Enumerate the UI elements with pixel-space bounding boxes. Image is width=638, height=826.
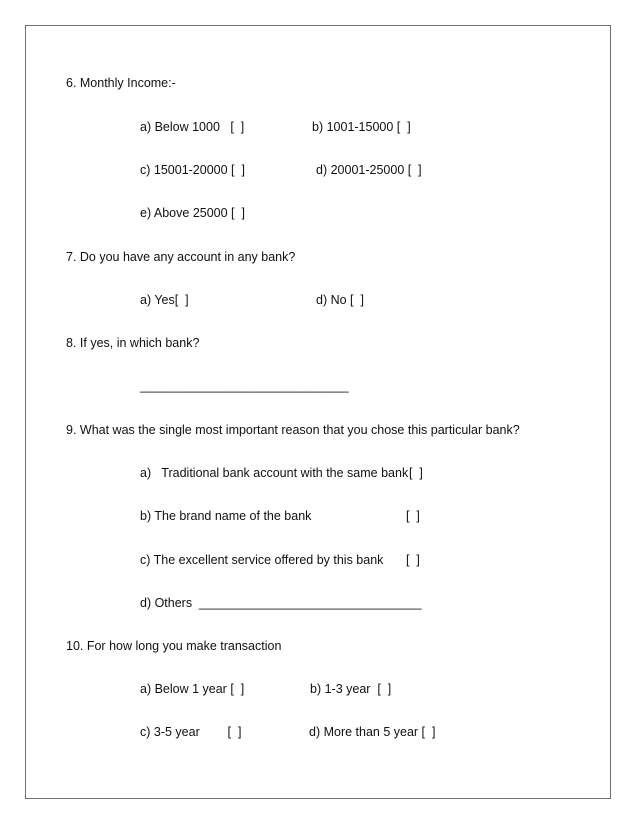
q9-option-b-box: [ ] — [406, 509, 420, 523]
q7-option-d: d) No [ ] — [316, 293, 364, 307]
q6-option-d: d) 20001-25000 [ ] — [316, 163, 422, 177]
q6-option-e: e) Above 25000 [ ] — [140, 206, 245, 220]
q8-answer-line: ______________________________ — [140, 379, 349, 393]
q6-option-b: b) 1001-15000 [ ] — [312, 120, 411, 134]
question-6: 6. Monthly Income:- — [66, 76, 176, 90]
q9-option-a-box: [ ] — [409, 466, 423, 480]
q9-option-d: d) Others — [140, 596, 196, 610]
q9-option-c-box: [ ] — [406, 553, 420, 567]
question-10: 10. For how long you make transaction — [66, 639, 282, 653]
q7-option-a: a) Yes[ ] — [140, 293, 189, 307]
q10-option-c: c) 3-5 year [ ] — [140, 725, 242, 739]
q9-option-c: c) The excellent service offered by this bank — [140, 553, 384, 567]
question-8: 8. If yes, in which bank? — [66, 336, 200, 350]
q9-option-d-line: ________________________________ — [199, 596, 422, 610]
q9-option-b: b) The brand name of the bank — [140, 509, 312, 523]
q10-option-a: a) Below 1 year [ ] — [140, 682, 245, 696]
q9-option-a: a) Traditional bank account with the same bank — [140, 466, 409, 480]
question-7: 7. Do you have any account in any bank? — [66, 250, 296, 264]
q6-option-a: a) Below 1000 [ ] — [140, 120, 245, 134]
q6-option-c: c) 15001-20000 [ ] — [140, 163, 245, 177]
document-page — [25, 25, 611, 799]
q10-option-b: b) 1-3 year [ ] — [310, 682, 392, 696]
question-9: 9. What was the single most important reason that you chose this particular bank? — [66, 423, 520, 437]
q10-option-d: d) More than 5 year [ ] — [309, 725, 436, 739]
